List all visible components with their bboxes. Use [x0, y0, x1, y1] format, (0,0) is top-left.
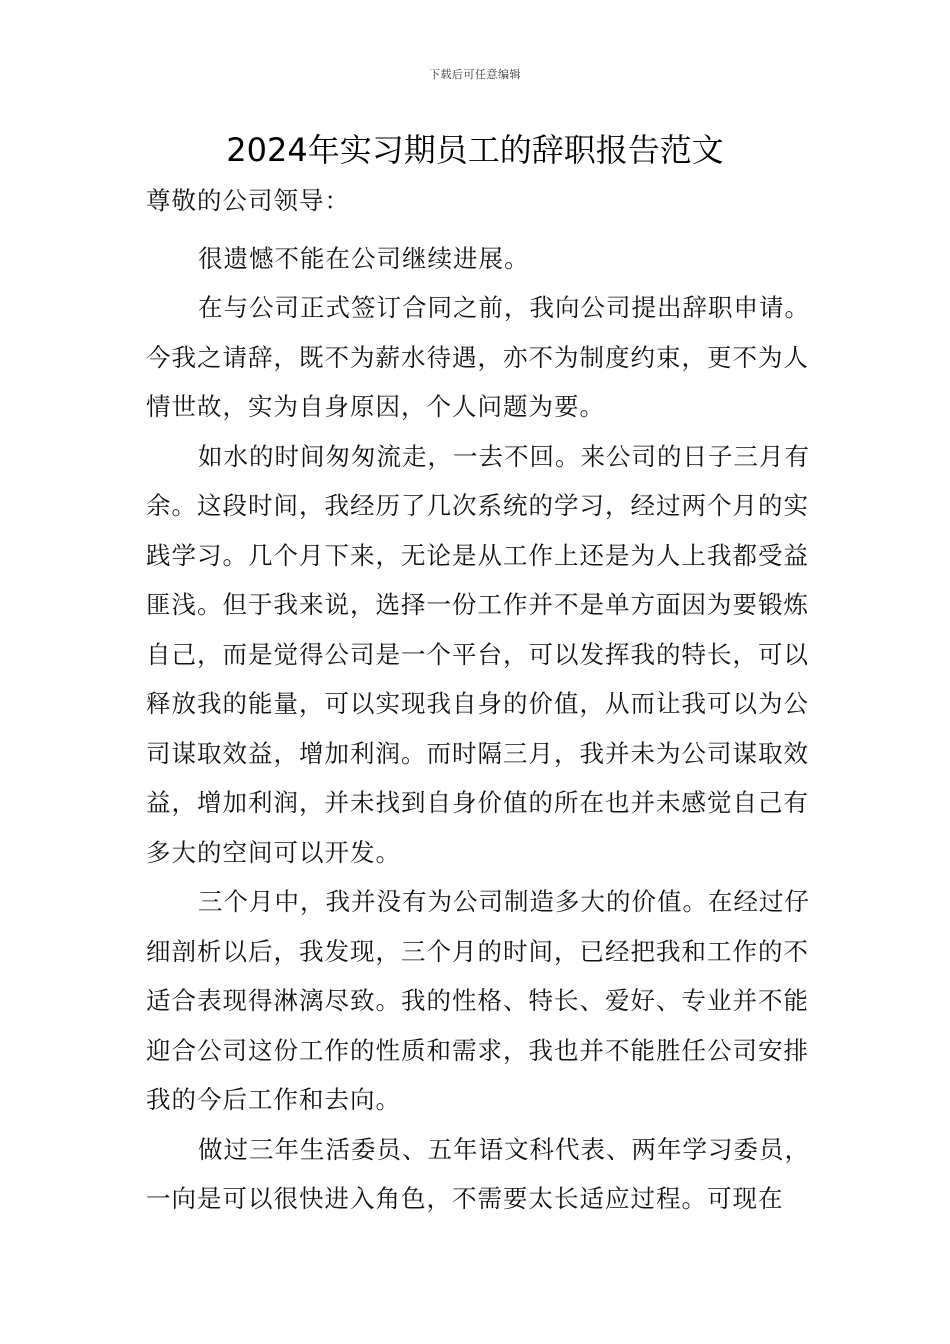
document-body: [146, 176, 812, 1224]
paragraph-1: 很遗憾不能在公司继续进展。: [198, 243, 530, 273]
paragraph-2: 在与公司正式签订合同之前，我向公司提出辞职申请。今我之请辞，既不为薪水待遇，亦不为制度约束，更不为人情世故，实为自身原因，个人问题为要。: [146, 293, 810, 421]
paragraph-3: 如水的时间匆匆流走，一去不回。来公司的日子三月有余。这段时间，我经历了几次系统的学习，经过两个月的实践学习。几个月下来，无论是从工作上还是为人上我都受益匪浅。但于我来说，选择一份工作并不是单方面因为要锻炼自己，而是觉得公司是一个平台，可以发挥我的特长，可以释放我的能量，可以实现我自身的价值，从而让我可以为公司谋取效益，增加利润。而时隔三月，我并未为公司谋取效益，增加利润，并未找到自身价值的所在也并未感觉自己有多大的空间可以开发。: [146, 441, 810, 867]
salutation: 尊敬的公司领导：: [146, 186, 350, 215]
document-title: 2024年实习期员工的辞职报告范文: [226, 131, 724, 169]
paragraph-4: 三个月中，我并没有为公司制造多大的价值。在经过仔细剖析以后，我发现，三个月的时间，已经把我和工作的不适合表现得淋漓尽致。我的性格、特长、爱好、专业并不能迎合公司这份工作的性质和需求，我也并不能胜任公司安排我的今后工作和去向。: [146, 887, 810, 1114]
header-note: 下载后可任意编辑: [429, 68, 521, 81]
paragraph-5: 做过三年生活委员、五年语文科代表、两年学习委员，一向是可以很快进入角色，不需要太长适应过程。可现在: [146, 1134, 810, 1213]
